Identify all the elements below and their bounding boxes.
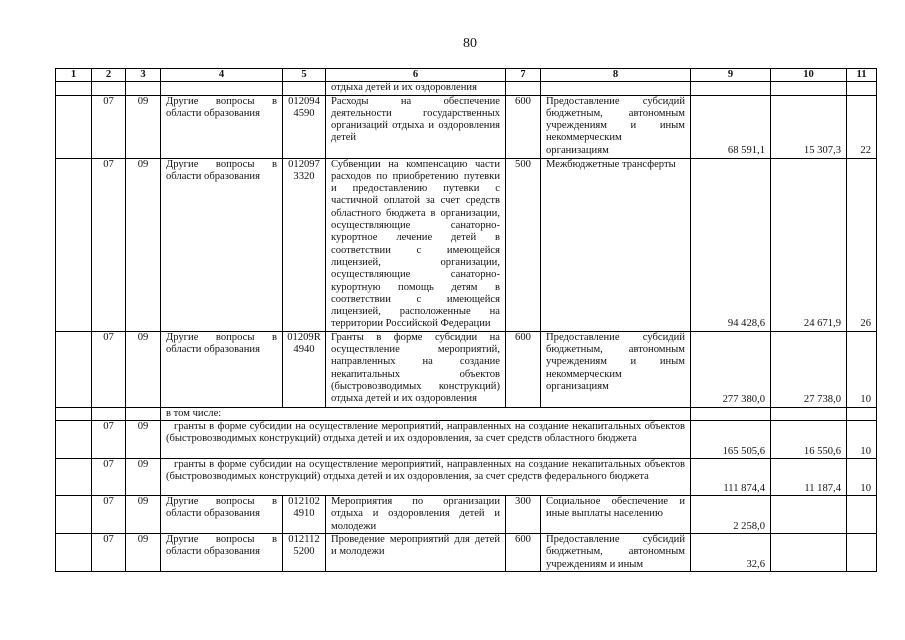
column-header: 8 xyxy=(541,69,691,82)
amount-cell-9: 2 258,0 xyxy=(691,496,771,534)
amount-cell-9: 32,6 xyxy=(691,534,771,572)
target-article-name-cell: Расходы на обеспечение деятельности государственных организаций отдыха и оздоровления детей xyxy=(326,95,506,158)
table-row xyxy=(56,534,877,572)
empty-cell xyxy=(92,407,126,420)
empty-cell xyxy=(161,82,283,95)
empty-cell xyxy=(56,496,92,534)
column-header: 9 xyxy=(691,69,771,82)
table-row xyxy=(56,158,877,331)
grant-description-cell: гранты в форме субсидии на осуществление мероприятий, направленных на создание некапитальных объектов (быстровозводимых конструкций) отдыха детей и их оздоровления, за счет средств областного бюджета xyxy=(161,421,691,459)
value-cell-11: 26 xyxy=(847,158,877,331)
table-row xyxy=(56,496,877,534)
empty-cell xyxy=(771,407,847,420)
amount-cell-10: 24 671,9 xyxy=(771,158,847,331)
table-row xyxy=(56,331,877,407)
empty-cell xyxy=(847,82,877,95)
table-header-row xyxy=(56,69,877,82)
target-article-name-cell: отдыха детей и их оздоровления xyxy=(326,82,506,95)
target-article-name-cell: Субвенции на компенсацию части расходов по приобретению путевки и предоставлению путевки с частичной оплатой за счет средств областного бюджета в организации, осуществляющие санаторно-курортное лечение детей в соответствии с имеющейся лицензией, организации, осуществляющие санаторно-курортную помощь детям в соответствии с имеющейся лицензией, расположенные на территории Российской Федерации xyxy=(326,158,506,331)
target-article-name-cell: Мероприятия по организации отдыха и оздоровления детей и молодежи xyxy=(326,496,506,534)
subsection-name-cell: Другие вопросы в области образования xyxy=(161,95,283,158)
section-code-cell: 07 xyxy=(92,95,126,158)
target-article-name-cell: Проведение мероприятий для детей и молодежи xyxy=(326,534,506,572)
page-number: 80 xyxy=(463,36,477,51)
table-row xyxy=(56,459,877,496)
target-article-code-cell: 01209R 4940 xyxy=(283,331,326,407)
empty-cell xyxy=(126,82,161,95)
section-code-cell: 07 xyxy=(92,534,126,572)
column-header: 1 xyxy=(56,69,92,82)
column-header: 4 xyxy=(161,69,283,82)
column-header: 11 xyxy=(847,69,877,82)
value-cell-11: 10 xyxy=(847,459,877,496)
expense-type-name-cell: Предоставление субсидий бюджетным, автономным учреждениям и иным некоммерческим организациям xyxy=(541,331,691,407)
expense-type-code-cell: 300 xyxy=(506,496,541,534)
empty-cell xyxy=(56,534,92,572)
section-code-cell: 07 xyxy=(92,421,126,459)
section-code-cell: 07 xyxy=(92,158,126,331)
amount-cell-9: 277 380,0 xyxy=(691,331,771,407)
empty-cell xyxy=(691,407,771,420)
column-header: 6 xyxy=(326,69,506,82)
amount-cell-9: 68 591,1 xyxy=(691,95,771,158)
column-header: 10 xyxy=(771,69,847,82)
empty-cell xyxy=(541,82,691,95)
target-article-name-cell: Гранты в форме субсидии на осуществление мероприятий, направленных на создание некапитальных объектов (быстровозводимых конструкций) отдыха детей и их оздоровления xyxy=(326,331,506,407)
empty-cell xyxy=(56,421,92,459)
subsection-name-cell: Другие вопросы в области образования xyxy=(161,158,283,331)
amount-cell-9: 94 428,6 xyxy=(691,158,771,331)
expense-type-name-cell: Предоставление субсидий бюджетным, автономным учреждениям и иным xyxy=(541,534,691,572)
empty-cell xyxy=(56,158,92,331)
value-cell-11: 10 xyxy=(847,421,877,459)
amount-cell-10: 27 738,0 xyxy=(771,331,847,407)
empty-cell xyxy=(847,534,877,572)
column-header: 2 xyxy=(92,69,126,82)
table-row xyxy=(56,421,877,459)
subsection-code-cell: 09 xyxy=(126,158,161,331)
column-header: 5 xyxy=(283,69,326,82)
empty-cell xyxy=(56,95,92,158)
amount-cell-10: 11 187,4 xyxy=(771,459,847,496)
table-row xyxy=(56,82,877,95)
including-label-cell: в том числе: xyxy=(161,407,691,420)
empty-cell xyxy=(771,82,847,95)
target-article-code-cell: 012094 4590 xyxy=(283,95,326,158)
grant-description-cell: гранты в форме субсидии на осуществление мероприятий, направленных на создание некапитальных объектов (быстровозводимых конструкций) отдыха детей и их оздоровления, за счет средств федерального бюджета xyxy=(161,459,691,496)
column-header: 7 xyxy=(506,69,541,82)
empty-cell xyxy=(56,459,92,496)
empty-cell xyxy=(56,407,92,420)
target-article-code-cell: 012097 3320 xyxy=(283,158,326,331)
section-code-cell: 07 xyxy=(92,459,126,496)
column-header: 3 xyxy=(126,69,161,82)
empty-cell xyxy=(771,496,847,534)
expense-type-name-cell: Межбюджетные трансферты xyxy=(541,158,691,331)
section-code-cell: 07 xyxy=(92,331,126,407)
empty-cell xyxy=(92,82,126,95)
expense-type-code-cell: 600 xyxy=(506,331,541,407)
empty-cell xyxy=(126,407,161,420)
amount-cell-10: 16 550,6 xyxy=(771,421,847,459)
empty-cell xyxy=(56,82,92,95)
subsection-name-cell: Другие вопросы в области образования xyxy=(161,496,283,534)
subsection-code-cell: 09 xyxy=(126,459,161,496)
subsection-name-cell: Другие вопросы в области образования xyxy=(161,534,283,572)
subsection-code-cell: 09 xyxy=(126,496,161,534)
expense-type-code-cell: 500 xyxy=(506,158,541,331)
subsection-code-cell: 09 xyxy=(126,95,161,158)
subsection-name-cell: Другие вопросы в области образования xyxy=(161,331,283,407)
subsection-code-cell: 09 xyxy=(126,421,161,459)
budget-table xyxy=(55,68,877,572)
empty-cell xyxy=(771,534,847,572)
expense-type-name-cell: Социальное обеспечение и иные выплаты населению xyxy=(541,496,691,534)
empty-cell xyxy=(506,82,541,95)
value-cell-11: 22 xyxy=(847,95,877,158)
subsection-code-cell: 09 xyxy=(126,331,161,407)
empty-cell xyxy=(691,82,771,95)
expense-type-code-cell: 600 xyxy=(506,95,541,158)
value-cell-11: 10 xyxy=(847,331,877,407)
empty-cell xyxy=(847,407,877,420)
empty-cell xyxy=(283,82,326,95)
table-row xyxy=(56,407,877,420)
amount-cell-10: 15 307,3 xyxy=(771,95,847,158)
empty-cell xyxy=(56,331,92,407)
table-row xyxy=(56,95,877,158)
amount-cell-9: 111 874,4 xyxy=(691,459,771,496)
expense-type-code-cell: 600 xyxy=(506,534,541,572)
target-article-code-cell: 012112 5200 xyxy=(283,534,326,572)
amount-cell-9: 165 505,6 xyxy=(691,421,771,459)
target-article-code-cell: 012102 4910 xyxy=(283,496,326,534)
expense-type-name-cell: Предоставление субсидий бюджетным, автономным учреждениям и иным некоммерческим организациям xyxy=(541,95,691,158)
subsection-code-cell: 09 xyxy=(126,534,161,572)
empty-cell xyxy=(847,496,877,534)
section-code-cell: 07 xyxy=(92,496,126,534)
